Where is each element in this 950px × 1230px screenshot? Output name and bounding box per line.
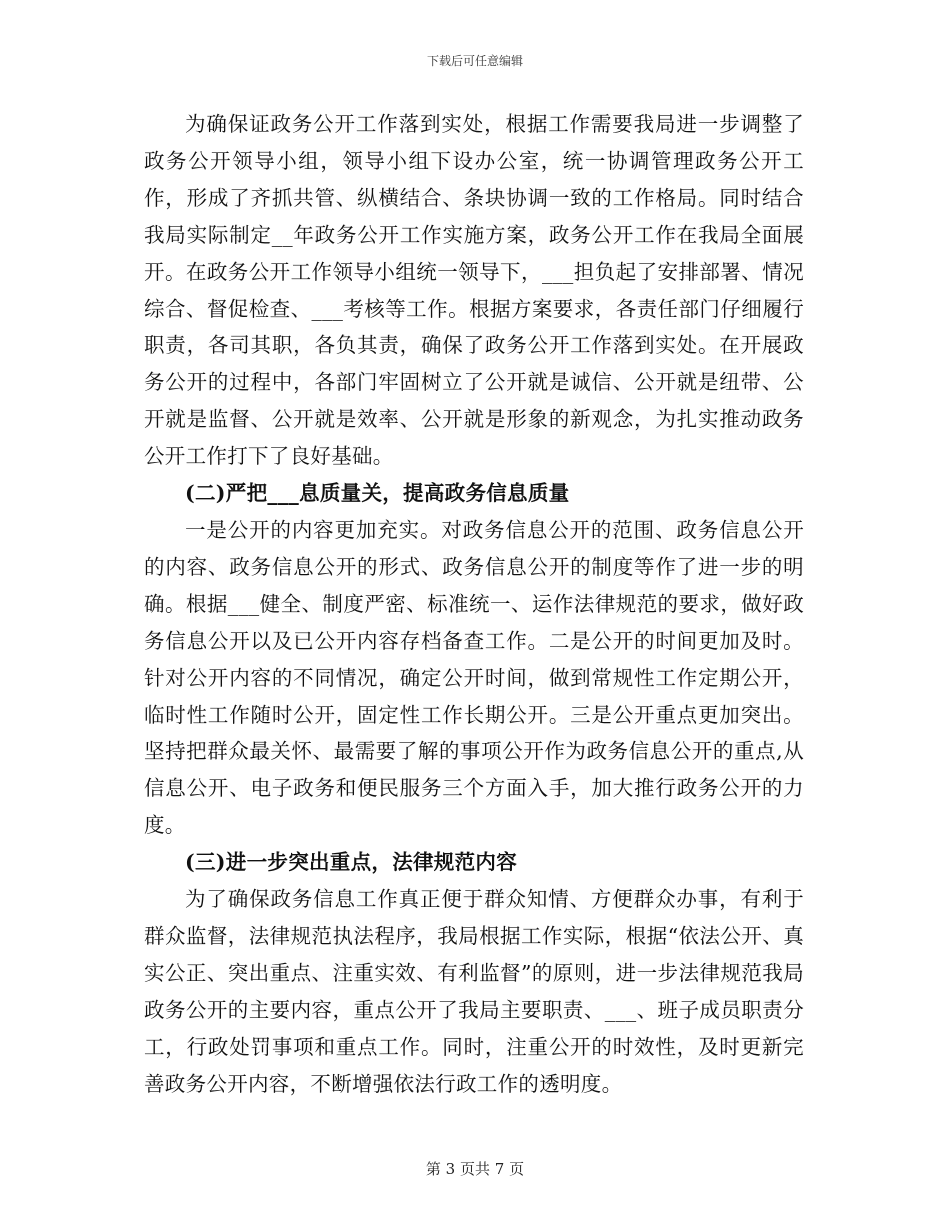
download-editable-note: 下载后可任意编辑 xyxy=(426,54,523,68)
section-heading-information-quality: (二)严把___息质量关，提高政务信息质量 xyxy=(185,481,570,506)
paragraph-leadership-group: 为确保证政务公开工作落到实处，根据工作需要我局进一步调整了政务公开领导小组，领导小组下设办公室，统一协调管理政务公开工作，形成了齐抓共管、纵横结合、条块协调一致的工作格局。同时结合我局实际制定__年政务公开工作实施方案，政务公开工作在我局全面展开。在政务公开工作领导小组统一领导下，___担负起了安排部署、情况综合、督促检查、___考核等工作。根据方案要求，各责任部门仔细履行职责，各司其职，各负其责，确保了政务公开工作落到实处。在开展政务公开的过程中，各部门牢固树立了公开就是诚信、公开就是纽带、公开就是监督、公开就是效率、公开就是形象的新观念，为扎实推动政务公开工作打下了良好基础。 xyxy=(144,112,804,469)
document-body xyxy=(144,106,804,1102)
paragraph-key-content: 为了确保政务信息工作真正便于群众知情、方便群众办事，有利于群众监督，法律规范执法程序，我局根据工作实际，根据“依法公开、真实公正、突出重点、注重实效、有利监督”的原则，进一步法律规范我局政务公开的主要内容，重点公开了我局主要职责、___、班子成员职责分工，行政处罚事项和重点工作。同时，注重公开的时效性，及时更新完善政务公开内容，不断增强依法行政工作的透明度。 xyxy=(144,887,804,1096)
paragraph-information-quality: 一是公开的内容更加充实。对政务信息公开的范围、政务信息公开的内容、政务信息公开的形式、政务信息公开的制度等作了进一步的明确。根据___健全、制度严密、标准统一、运作法律规范的要求，做好政务信息公开以及已公开内容存档备查工作。二是公开的时间更加及时。针对公开内容的不同情况，确定公开时间，做到常规性工作定期公开，临时性工作随时公开，固定性工作长期公开。三是公开重点更加突出。坚持把群众最关怀、最需要了解的事项公开作为政务信息公开的重点,从信息公开、电子政务和便民服务三个方面入手，加大推行政务公开的力度。 xyxy=(144,517,804,838)
section-heading-key-content: (三)进一步突出重点，法律规范内容 xyxy=(185,850,517,875)
page-number: 第 3 页共 7 页 xyxy=(425,1160,525,1178)
